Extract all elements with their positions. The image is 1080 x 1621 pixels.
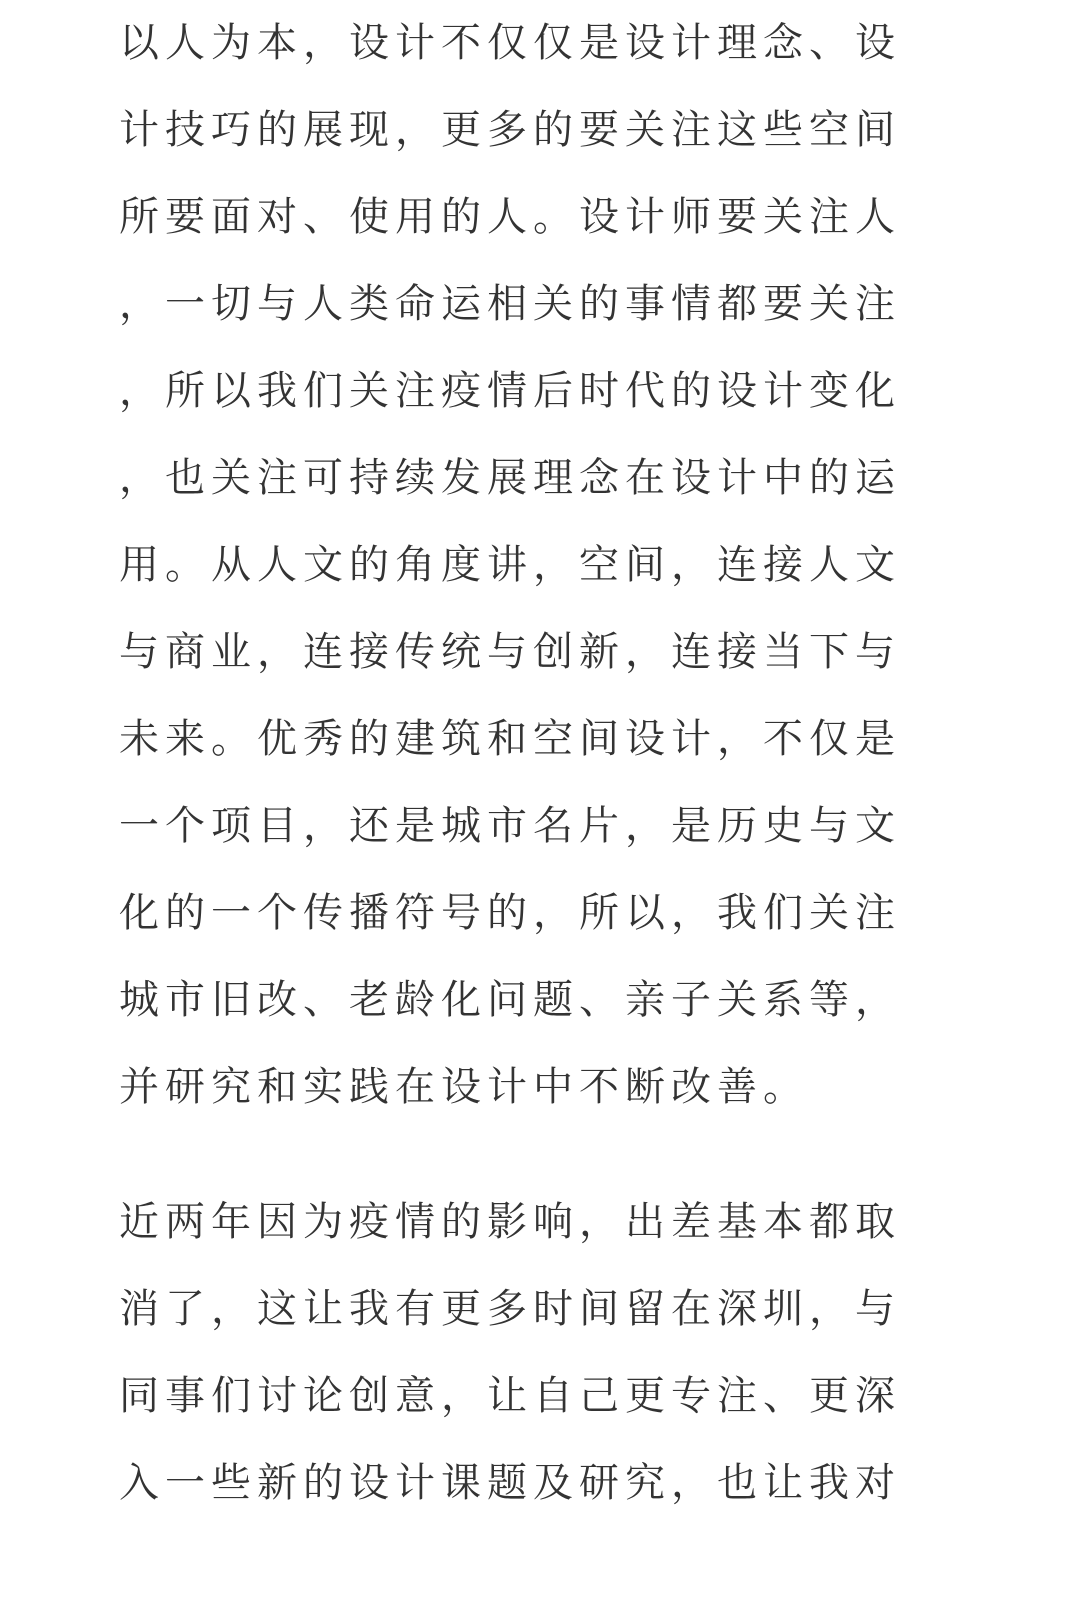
paragraph-2 xyxy=(119,1179,901,1527)
paragraph-1 xyxy=(119,0,901,1131)
text-line: 化的一个传播符号的，所以，我们关注 xyxy=(119,890,901,936)
text-line: ，也关注可持续发展理念在设计中的运 xyxy=(119,455,901,501)
text-line: 与商业，连接传统与创新，连接当下与 xyxy=(119,629,901,675)
text-line: 计技巧的展现，更多的要关注这些空间 xyxy=(119,107,901,153)
text-line: 同事们讨论创意，让自己更专注、更深 xyxy=(119,1373,901,1419)
text-line: 一个项目，还是城市名片，是历史与文 xyxy=(119,803,901,849)
text-line: 近两年因为疫情的影响，出差基本都取 xyxy=(119,1199,901,1245)
text-line: 以人为本，设计不仅仅是设计理念、设 xyxy=(119,20,901,66)
text-line: 入一些新的设计课题及研究，也让我对 xyxy=(119,1460,901,1506)
text-line: 未来。优秀的建筑和空间设计，不仅是 xyxy=(119,716,901,762)
text-line: 消了，这让我有更多时间留在深圳，与 xyxy=(119,1286,901,1332)
text-line: ，所以我们关注疫情后时代的设计变化 xyxy=(119,368,901,414)
text-line: 用。从人文的角度讲，空间，连接人文 xyxy=(119,542,901,588)
text-line: 城市旧改、老龄化问题、亲子关系等， xyxy=(119,977,901,1023)
text-line: 所要面对、使用的人。设计师要关注人 xyxy=(119,194,901,240)
text-line: 并研究和实践在设计中不断改善。 xyxy=(119,1064,809,1110)
text-line: ，一切与人类命运相关的事情都要关注 xyxy=(119,281,901,327)
